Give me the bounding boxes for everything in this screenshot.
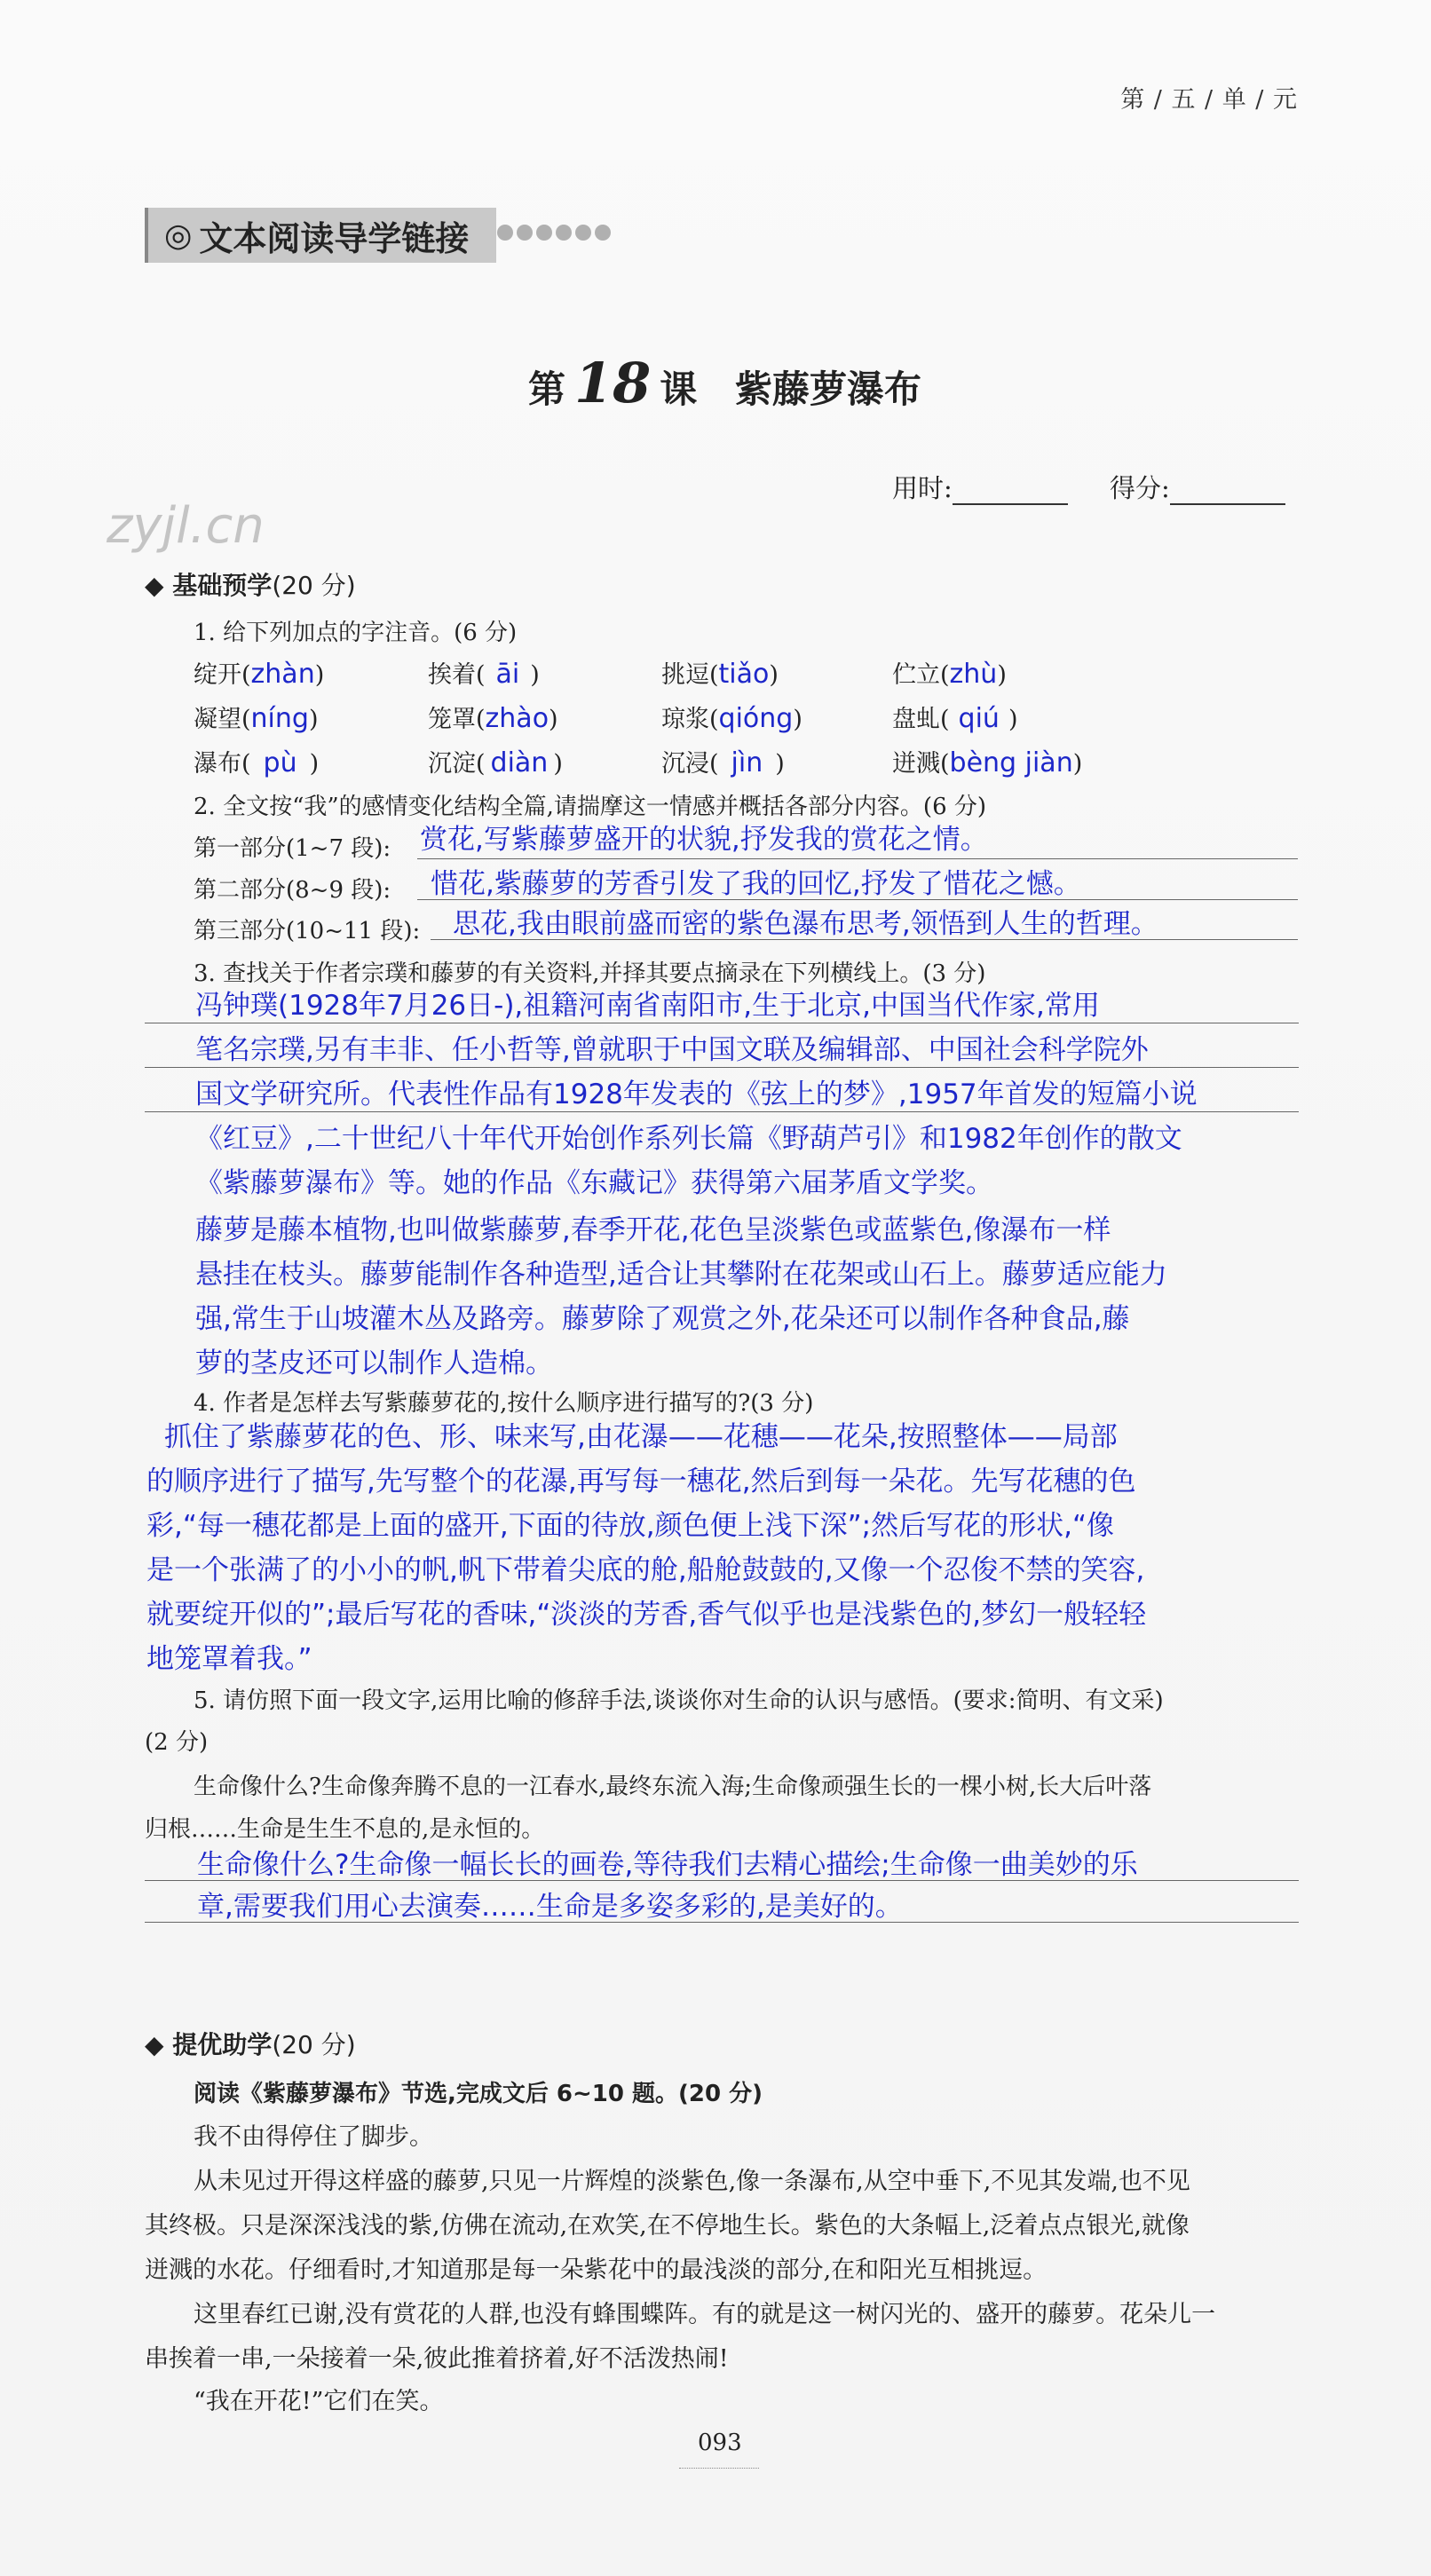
banner-dots (497, 225, 614, 244)
q1-stem: 1. 给下列加点的字注音。(6 分) (194, 620, 518, 646)
q2-stem: 2. 全文按“我”的感情变化结构全篇,请揣摩这一情感并概括各部分内容。(6 分) (194, 794, 987, 820)
answer-line (145, 1880, 1299, 1881)
q2-part-label: 第三部分(10~11 段): (194, 918, 421, 944)
answer-line (145, 1111, 1299, 1112)
q5-answer-line[interactable]: 章,需要我们用心去演奏……生命是多姿多彩的,是美好的。 (197, 1891, 903, 1923)
part2-points: (20 分) (272, 2030, 356, 2059)
answer-line (145, 1067, 1299, 1068)
dot-icon (517, 225, 533, 241)
score-field (1110, 469, 1285, 505)
q4-answer-line[interactable]: 的顺序进行了描写,先写整个的花瀑,再写每一穗花,然后到每一朵花。先写花穗的色 (146, 1466, 1136, 1497)
q5-answer-line[interactable]: 生命像什么?生命像一幅长长的画卷,等待我们去精心描绘;生命像一曲美妙的乐 (197, 1849, 1138, 1881)
lesson-name: 紫藤萝瀑布 (734, 367, 921, 411)
q2-answer[interactable]: 惜花,紫藤萝的芳香引发了我的回忆,抒发了惜花之憾。 (431, 868, 1081, 900)
q2-part-label: 第一部分(1~7 段): (194, 835, 391, 862)
dot-icon (536, 225, 552, 241)
q4-answer-line[interactable]: 抓住了紫藤萝花的色、形、味来写,由花瀑——花穗——花朵,按照整体——局部 (164, 1421, 1118, 1453)
answer-line (145, 1922, 1299, 1923)
dot-icon (575, 225, 591, 241)
time-blank[interactable] (953, 478, 1068, 505)
reading-line: 从未见过开得这样盛的藤萝,只见一片辉煌的淡紫色,像一条瀑布,从空中垂下,不见其发端,也不见 (194, 2168, 1190, 2195)
q1-item: 沉淀( diàn ) (428, 747, 563, 778)
reading-line: 其终极。只是深深浅浅的紫,仿佛在流动,在欢笑,在不停地生长。紫色的大条幅上,泛着点点银光,就像 (145, 2212, 1190, 2240)
reading-line: “我在开花!”它们在笑。 (194, 2388, 444, 2415)
section-title: 文本阅读导学链接 (199, 218, 470, 258)
q3-answer-line[interactable]: 《紫藤萝瀑布》等。她的作品《东藏记》获得第六届茅盾文学奖。 (195, 1167, 993, 1199)
watermark: zyjl.cn (107, 497, 265, 555)
q5-stem: 5. 请仿照下面一段文字,运用比喻的修辞手法,谈谈你对生命的认识与感悟。(要求:简明、有文采) (194, 1687, 1164, 1714)
section-banner (145, 208, 496, 263)
q3-answer-line[interactable]: 笔名宗璞,另有丰非、任小哲等,曾就职于中国文联及编辑部、中国社会科学院外 (195, 1034, 1149, 1066)
score-blank[interactable] (1170, 478, 1285, 505)
page-number: 093 (698, 2430, 742, 2456)
part1-heading (145, 566, 356, 602)
q1-item: 挑逗(tiǎo) (661, 659, 779, 690)
q3-answer-line[interactable]: 萝的茎皮还可以制作人造棉。 (195, 1347, 553, 1379)
q4-stem: 4. 作者是怎样去写紫藤萝花的,按什么顺序进行描写的?(3 分) (194, 1390, 814, 1417)
q3-answer-line[interactable]: 国文学研究所。代表性作品有1928年发表的《弦上的梦》,1957年首发的短篇小说 (195, 1079, 1198, 1110)
lesson-number: 18 (574, 351, 652, 415)
q1-item: 盘虬( qiú ) (892, 703, 1018, 734)
q2-answer[interactable]: 思花,我由眼前盛而密的紫色瀑布思考,领悟到人生的哲理。 (453, 908, 1158, 940)
lesson-prefix: 第 (528, 367, 566, 411)
lesson-title (528, 351, 921, 415)
q3-answer-line[interactable]: 悬挂在枝头。藤萝能制作各种造型,适合让其攀附在花架或山石上。藤萝适应能力 (195, 1259, 1167, 1291)
q4-answer-line[interactable]: 是一个张满了的小小的帆,帆下带着尖底的舱,船舱鼓鼓的,又像一个忍俊不禁的笑容, (146, 1554, 1145, 1586)
reading-line: 我不由得停住了脚步。 (194, 2123, 433, 2151)
time-label: 用时: (892, 473, 953, 503)
score-label: 得分: (1110, 473, 1170, 503)
q3-answer-line[interactable]: 《红豆》,二十世纪八十年代开始创作系列长篇《野葫芦引》和1982年创作的散文 (195, 1123, 1182, 1155)
reading-line: 这里春红已谢,没有赏花的人群,也没有蜂围蝶阵。有的就是这一树闪光的、盛开的藤萝。花朵儿一 (194, 2301, 1216, 2328)
q1-item: 迸溅(bèng jiàn) (892, 747, 1083, 778)
q3-answer-line[interactable]: 强,常生于山坡灌木丛及路旁。藤萝除了观赏之外,花朵还可以制作各种食品,藤 (195, 1303, 1130, 1335)
page-number-rule (679, 2468, 759, 2469)
dot-icon (497, 225, 513, 241)
diamond-icon: ◆ (145, 571, 164, 600)
circle-icon: ◎ (164, 217, 193, 254)
time-field (892, 469, 1068, 505)
dot-icon (556, 225, 572, 241)
reading-line: 串挨着一串,一朵接着一朵,彼此推着挤着,好不活泼热闹! (145, 2345, 729, 2373)
part1-points: (20 分) (272, 571, 356, 600)
q5-stem-points: (2 分) (145, 1729, 209, 1756)
part2-title: 提优助学 (172, 2030, 273, 2059)
q3-stem: 3. 查找关于作者宗璞和藤萝的有关资料,并择其要点摘录在下列横线上。(3 分) (194, 960, 986, 987)
unit-header: 第 / 五 / 单 / 元 (1120, 86, 1298, 114)
part1-title: 基础预学 (172, 571, 273, 600)
q1-item: 凝望(níng) (194, 703, 319, 734)
q5-example: 归根……生命是生生不息的,是永恒的。 (145, 1816, 545, 1843)
q1-item: 沉浸( jìn ) (661, 747, 785, 778)
answer-line (417, 899, 1298, 900)
reading-line: 迸溅的水花。仔细看时,才知道那是每一朵紫花中的最浅淡的部分,在和阳光互相挑逗。 (145, 2256, 1048, 2284)
q3-answer-line[interactable]: 冯钟璞(1928年7月26日-),祖籍河南省南阳市,生于北京,中国当代作家,常用 (195, 990, 1100, 1022)
lesson-suffix: 课 (660, 367, 698, 411)
q1-item: 伫立(zhù) (892, 659, 1007, 690)
q5-example: 生命像什么?生命像奔腾不息的一江春水,最终东流入海;生命像顽强生长的一棵小树,长大后叶落 (194, 1774, 1152, 1800)
q1-item: 绽开(zhàn) (194, 659, 325, 690)
q1-item: 笼罩(zhào) (428, 703, 558, 734)
q1-item: 琼浆(qióng) (661, 703, 802, 734)
q3-answer-line[interactable]: 藤萝是藤本植物,也叫做紫藤萝,春季开花,花色呈淡紫色或蓝紫色,像瀑布一样 (195, 1214, 1111, 1246)
diamond-icon: ◆ (145, 2030, 164, 2059)
q1-item: 挨着( āi ) (428, 659, 540, 690)
q4-answer-line[interactable]: 彩,“每一穗花都是上面的盛开,下面的待放,颜色便上浅下深”;然后写花的形状,“像 (146, 1510, 1115, 1542)
q2-part-label: 第二部分(8~9 段): (194, 877, 391, 904)
q4-answer-line[interactable]: 地笼罩着我。” (146, 1643, 312, 1675)
answer-line (431, 939, 1298, 940)
q2-answer[interactable]: 赏花,写紫藤萝盛开的状貌,抒发我的赏花之情。 (420, 824, 988, 856)
q4-answer-line[interactable]: 就要绽开似的”;最后写花的香味,“淡淡的芳香,香气似乎也是浅紫色的,梦幻一般轻轻 (146, 1599, 1147, 1631)
reading-instruction: 阅读《紫藤萝瀑布》节选,完成文后 6~10 题。(20 分) (194, 2081, 763, 2107)
q1-item: 瀑布( pù ) (194, 747, 320, 778)
part2-heading (145, 2026, 356, 2061)
answer-line (417, 858, 1298, 859)
dot-icon (595, 225, 611, 241)
